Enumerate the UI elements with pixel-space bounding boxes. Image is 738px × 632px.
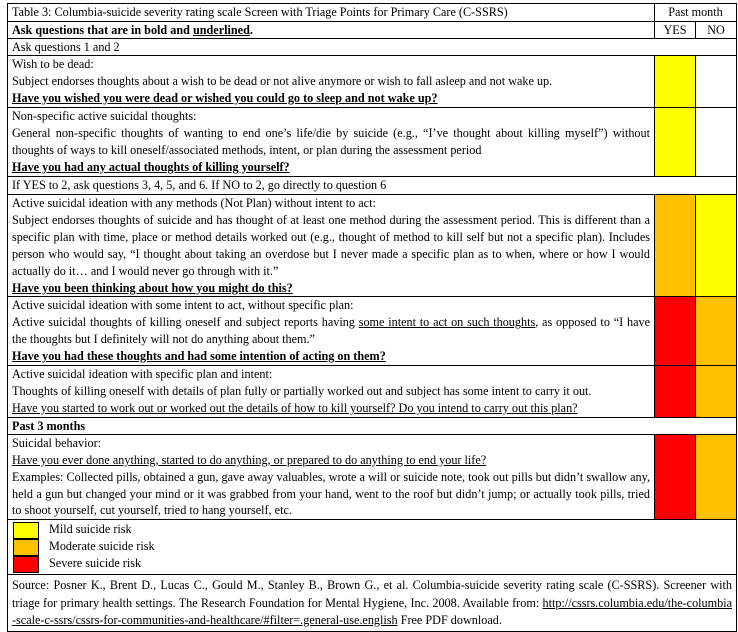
question-row-6 <box>8 434 737 520</box>
q3-yes-cell[interactable] <box>655 195 696 297</box>
q4-question: Have you had these thoughts and had some intention of acting on them? <box>12 349 386 364</box>
legend-item-moderate <box>13 538 736 555</box>
q3-cell <box>8 195 655 297</box>
q6-question: Have you ever done anything, started to do anything, or prepared to do anything to end your life? <box>12 452 487 467</box>
q6-examples: Examples: Collected pills, obtained a gun, gave away valuables, wrote a will or suicide note, took out pills but didn’t swallow any, held a gun but changed your mind or it was grabbed from your hand, went to the roof but didn’t jump; or actually took pills, tried to shoot yourself, cut yourself, tried to hang yourself, etc. <box>12 469 650 518</box>
legend-item-mild <box>13 521 736 538</box>
q3-title: Active suicidal ideation with any methods (Not Plan) without intent to act: <box>12 196 376 210</box>
past-3-months-header: Past 3 months <box>8 417 737 434</box>
q2-yes-cell[interactable] <box>655 108 696 177</box>
mild-risk-swatch <box>13 522 39 539</box>
q4-yes-cell[interactable] <box>655 297 696 366</box>
q3-question: Have you been thinking about how you might do this? <box>12 280 293 295</box>
source-text: Source: Posner K., Brent D., Lucas C., Gould M., Stanley B., Brown G., et al. Columbia-suicide severity rating scale (C-SSRS). Screener with triage for primary health settings. The Research Foundation for Mental Hygiene, Inc. 2008. Available from: <box>12 578 733 610</box>
source-after: Free PDF download. <box>397 612 502 627</box>
q1-title: Wish to be dead: <box>12 57 94 71</box>
q2-no-cell[interactable] <box>696 108 737 177</box>
q6-yes-cell[interactable] <box>655 434 696 520</box>
q4-desc-before: Active suicidal thoughts of killing oneself and subject reports having <box>12 315 359 330</box>
q5-title: Active suicidal ideation with specific plan and intent: <box>12 367 273 382</box>
instruction-underlined: underlined <box>192 23 250 37</box>
question-row-3 <box>8 195 737 297</box>
q4-no-cell[interactable] <box>696 297 737 366</box>
branch-instruction: If YES to 2, ask questions 3, 4, 5, and 6. If NO to 2, go directly to question 6 <box>8 177 737 195</box>
mild-risk-label: Mild suicide risk <box>49 522 132 537</box>
q1-no-cell[interactable] <box>696 56 737 108</box>
q1-description: Subject endorses thoughts about a wish to be dead or not alive anymore or wish to fall asleep and not wake up. <box>12 73 553 88</box>
q4-description <box>12 314 650 348</box>
q4-title: Active suicidal ideation with some intent to act, without specific plan: <box>12 298 354 313</box>
past-month-header: Past month <box>655 4 737 22</box>
q3-description: Subject endorses thoughts of suicide and has thought of at least one method during the assessment period. This is different than a specific plan with time, place or method details worked out (e.g., thought of method to kill self but not a specific plan). Includes person who would say, “I thought about taking an overdose but I never made a specific plan as to when, where or how I would actually do it… and I would never go through with it.” <box>12 212 650 278</box>
q3-no-cell[interactable] <box>696 195 737 297</box>
moderate-risk-label: Moderate suicide risk <box>49 539 155 554</box>
q6-no-cell[interactable] <box>696 434 737 520</box>
question-row-4 <box>8 297 737 366</box>
severe-risk-label: Severe suicide risk <box>49 556 142 571</box>
no-header: NO <box>696 22 737 39</box>
q2-question: Have you had any actual thoughts of killing yourself? <box>12 159 290 174</box>
q4-desc-underlined: some intent to act on such thoughts <box>358 315 536 330</box>
question-row-2 <box>8 108 737 177</box>
q4-desc-after: , as opposed to “I have the thoughts but I definitely will not do anything about them.” <box>12 315 650 347</box>
q5-yes-cell[interactable] <box>655 366 696 418</box>
q2-cell <box>8 108 655 177</box>
q6-title: Suicidal behavior: <box>12 435 102 450</box>
q1-yes-cell[interactable] <box>655 56 696 108</box>
legend <box>8 520 737 575</box>
q5-cell <box>8 366 655 418</box>
question-row-1 <box>8 56 737 108</box>
legend-item-severe <box>13 555 736 572</box>
instruction-cell <box>8 22 655 39</box>
question-row-5 <box>8 366 737 418</box>
q2-title: Non-specific active suicidal thoughts: <box>12 109 197 123</box>
ask-questions-1-2: Ask questions 1 and 2 <box>8 39 737 56</box>
instruction-prefix: Ask questions that are in bold and <box>12 23 193 37</box>
q6-cell <box>8 434 655 520</box>
q5-question: Have you started to work out or worked out the details of how to kill yourself? Do you intend to carry out this plan? <box>12 400 578 415</box>
instruction-suffix: . <box>249 23 253 37</box>
q5-description: Thoughts of killing oneself with details of plan fully or partially worked out and subject has some intent to carry it out. <box>12 383 592 398</box>
q1-question: Have you wished you were dead or wished you could go to sleep and not wake up? <box>12 90 438 105</box>
severe-risk-swatch <box>13 556 39 573</box>
cssrs-table <box>7 3 737 632</box>
q2-description: General non-specific thoughts of wanting to end one’s life/die by suicide (e.g., “I’ve thought about killing myself”) without thoughts of ways to kill oneself/associated methods, intent, or plan during the assessment period <box>12 125 650 157</box>
table-title: Table 3: Columbia-suicide severity rating scale Screen with Triage Points for Primary Care (C-SSRS) <box>8 4 655 22</box>
source-link[interactable]: http://cssrs.columbia.edu/the-columbia-scale-c-ssrs/cssrs-for-communities-and-healthcare/#filter=.general-use.english <box>12 595 733 627</box>
yes-header: YES <box>655 22 696 39</box>
q4-cell <box>8 297 655 366</box>
q5-no-cell[interactable] <box>696 366 737 418</box>
moderate-risk-swatch <box>13 539 39 556</box>
source-citation <box>8 575 737 632</box>
q1-cell <box>8 56 655 108</box>
